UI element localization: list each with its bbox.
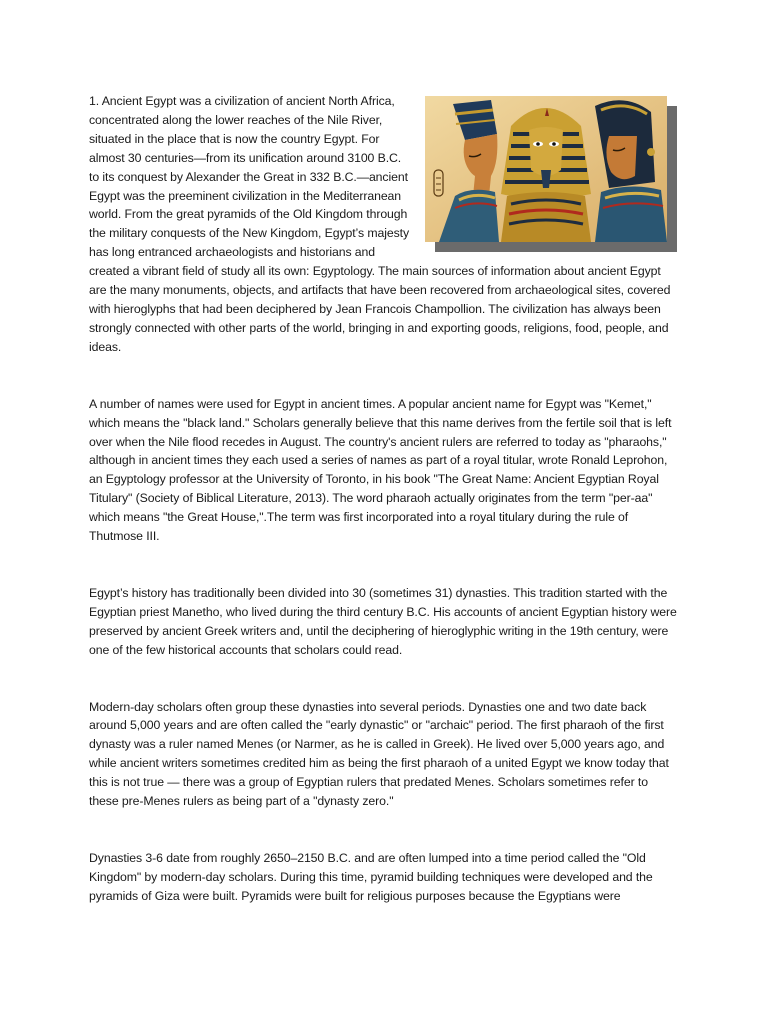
illustration [425,96,677,252]
document-page [89,92,677,944]
paragraph-early-dynastic: Modern-day scholars often group these dynasties into several periods. Dynasties one and two date back around 5,000 years and are often called the "early dynastic" or "archaic" period. The first pharaoh of the first dynasty was a ruler named Menes (or Narmer, as he is called in Greek). He lived over 5,000 years ago, and while ancient writers sometimes credited him as being the first pharaoh of a united Egypt we know today that this is not true — there was a group of Egyptian rulers that predated Menes. Scholars sometimes refer to these pre-Menes rulers as being part of a "dynasty zero." [89,699,669,809]
papyrus-illustration-icon [425,96,667,242]
egyptian-pharaohs-papyrus-image [425,96,667,242]
paragraph-intro: 1. Ancient Egypt was a civilization of ancient North Africa, concentrated along the lower reaches of the Nile River, situated in the place that is now the country Egypt. For almost 30 centuries—from its unification around 3100 B.C. to its conquest by Alexander the Great in 332 B.C.—ancient Egypt was the preeminent civilization in the Mediterranean world. From the great pyramids of the Old Kingdom through the military conquests of the New Kingdom, Egypt’s majesty has long entranced archaeologists and historians and created a vibrant field of study all its own: Egyptology. The main sources of information about ancient Egypt are the many monuments, objects, and artifacts that have been recovered from archaeological sites, covered with hieroglyphs that had been deciphered by Jean Francois Champollion. The civilization has always been strongly connected with other parts of the world, bringing in and exporting goods, religions, food, people, and ideas. [89,94,671,354]
paragraph-old-kingdom: Dynasties 3-6 date from roughly 2650–2150 B.C. and are often lumped into a time period called the "Old Kingdom" by modern-day scholars. During this time, pyramid building techniques were developed and the pyramids of Giza were built. Pyramids were built for religious purposes because the Egyptians were [89,851,653,903]
paragraph-names-of-egypt: A number of names were used for Egypt in ancient times. A popular ancient name for Egypt was "Kemet," which means the "black land." Scholars generally believe that this name derives from the fertile soil that is left over when the Nile flood recedes in August. The country's ancient rulers are referred to today as "pharaohs," although in ancient times they each used a series of names as part of a royal titular, wrote Ronald Leprohon, an Egyptology professor at the University of Toronto, in his book "The Great Name: Ancient Egyptian Royal Titulary" (Society of Biblical Literature, 2013). The word pharaoh actually originates from the term "per-aa" which means "the Great House,".The term was first incorporated into a royal titulary during the rule of Thutmose III. [89,396,672,544]
paragraph-dynasties: Egypt’s history has traditionally been divided into 30 (sometimes 31) dynasties. This tradition started with the Egyptian priest Manetho, who lived during the third century B.C. His accounts of ancient Egyptian history were preserved by ancient Greek writers and, until the deciphering of hieroglyphic writing in the 19th century, were one of the few historical accounts that scholars could read. [89,585,677,657]
